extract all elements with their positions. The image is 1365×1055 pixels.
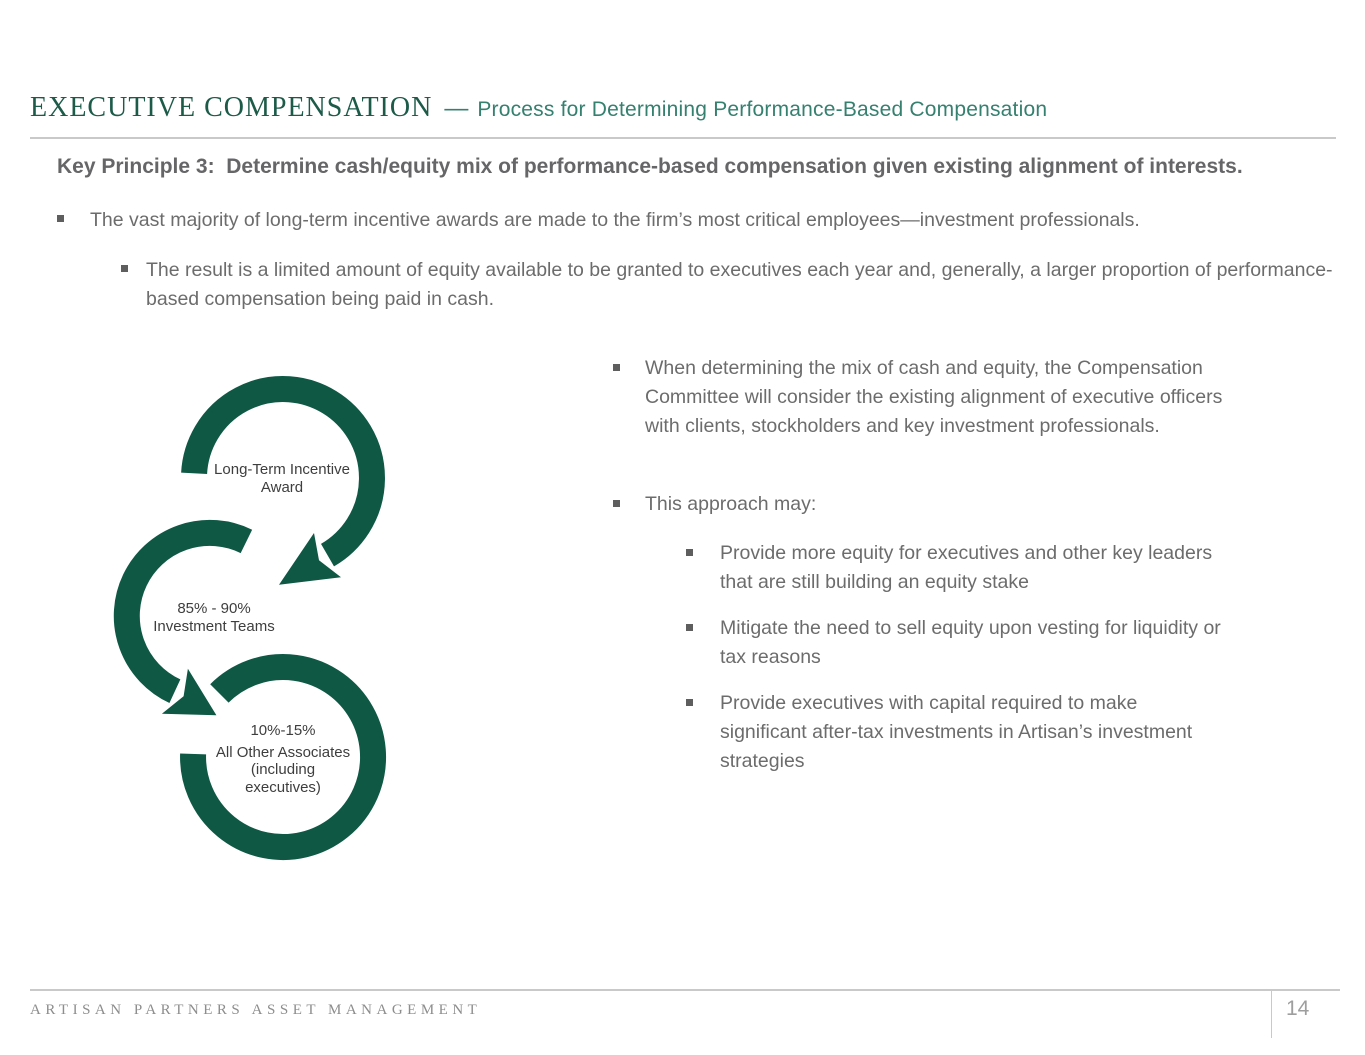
bullet-marker — [57, 215, 64, 222]
node-label-line: Investment Teams — [153, 617, 275, 635]
node-label-line: 85% - 90% — [177, 600, 251, 617]
page-title: EXECUTIVE COMPENSATION — [30, 92, 433, 123]
right-sub-bullet-3: Provide executives with capital required to make significant after-tax investments in Artisan’s investment strategies — [720, 692, 1193, 772]
page-number: 14 — [1286, 997, 1310, 1020]
page-number-separator — [1271, 991, 1272, 1038]
bullet-level1: The vast majority of long-term incentive awards are made to the firm’s most critical employees—investment professionals. — [90, 209, 1140, 231]
footer-divider — [30, 989, 1340, 991]
right-sub-bullet-1: Provide more equity for executives and other key leaders that are still building an equity stake — [720, 542, 1213, 593]
right-bullet-1: When determining the mix of cash and equity, the Compensation Committee will consider the existing alignment of executive officers with clients, stockholders and key investment professionals. — [645, 357, 1223, 437]
bullet-marker — [613, 500, 620, 507]
header-divider — [30, 137, 1336, 139]
bullet-marker — [686, 549, 693, 556]
key-principle-heading: Key Principle 3: Determine cash/equity mix of performance-based compensation given existing alignment of interests. — [57, 155, 1243, 178]
node-long-term-incentive-award — [157, 461, 407, 496]
bullet-marker — [686, 699, 693, 706]
footer-company-name: ARTISAN PARTNERS ASSET MANAGEMENT — [30, 1002, 482, 1018]
slide-header — [30, 92, 1047, 124]
node-label-line: executives) — [245, 778, 321, 796]
bullet-marker — [686, 624, 693, 631]
right-sub-bullet-2: Mitigate the need to sell equity upon vesting for liquidity or tax reasons — [720, 617, 1221, 668]
right-bullet-2: This approach may: — [645, 493, 817, 515]
node-investment-teams — [89, 600, 339, 635]
node-label-line: (including — [250, 761, 316, 778]
title-dash: — — [444, 95, 469, 122]
bullet-marker — [613, 364, 620, 371]
node-label-line: Long-Term Incentive — [214, 461, 350, 478]
bullet-marker — [121, 265, 128, 272]
node-all-other-associates — [158, 722, 408, 796]
node-label-line: Award — [260, 478, 304, 496]
node-label-line: 10%-15% — [250, 722, 316, 739]
bullet-level2: The result is a limited amount of equity available to be granted to executives each year and, generally, a larger proportion of performance-based compensation being paid in cash. — [146, 259, 1333, 310]
node-label-line: All Other Associates — [215, 743, 351, 761]
page-subtitle: Process for Determining Performance-Based Compensation — [477, 98, 1048, 121]
